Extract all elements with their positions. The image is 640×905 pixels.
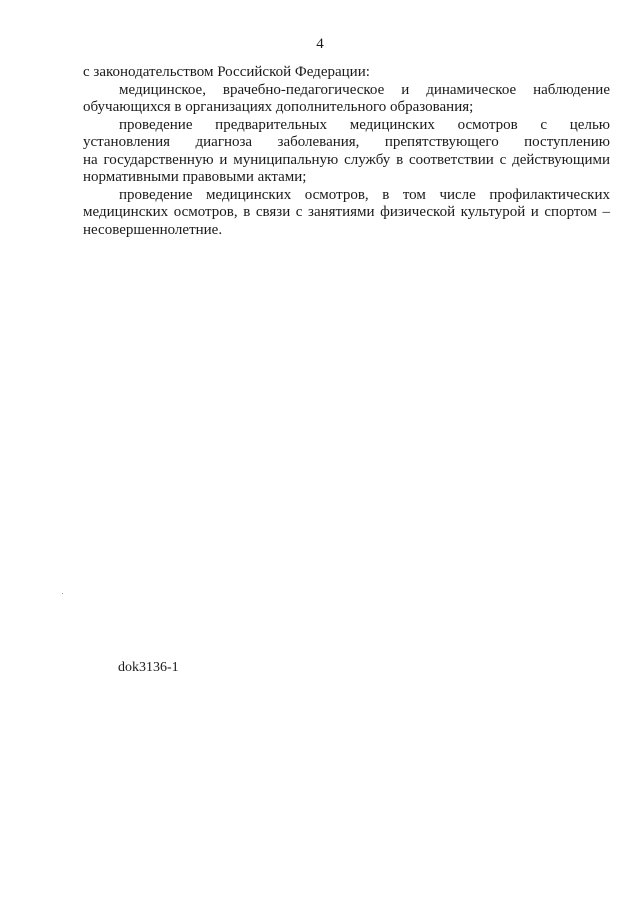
scan-speck bbox=[62, 593, 63, 594]
text-line: медицинских осмотров, в связи с занятиями физической культурой и спортом – bbox=[83, 204, 610, 220]
document-code: dok3136-1 bbox=[118, 660, 179, 675]
text-line: обучающихся в организациях дополнительного образования; bbox=[83, 99, 474, 115]
text-line: с законодательством Российской Федерации: bbox=[83, 64, 370, 80]
text-line: на государственную и муниципальную службу в соответствии с действующими bbox=[83, 151, 610, 168]
text-line: нормативными правовыми актами; bbox=[83, 169, 307, 185]
text-line: проведение медицинских осмотров, в том числе профилактических bbox=[119, 186, 610, 203]
text-line: проведение предварительных медицинских осмотров с целью bbox=[119, 116, 610, 133]
page-number: 4 bbox=[316, 36, 324, 52]
text-line: установления диагноза заболевания, препятствующего поступлению bbox=[83, 134, 610, 150]
body-text bbox=[83, 64, 610, 239]
text-line: медицинское, врачебно-педагогическое и динамическое наблюдение bbox=[119, 81, 610, 98]
text-line: несовершеннолетние. bbox=[83, 221, 223, 238]
